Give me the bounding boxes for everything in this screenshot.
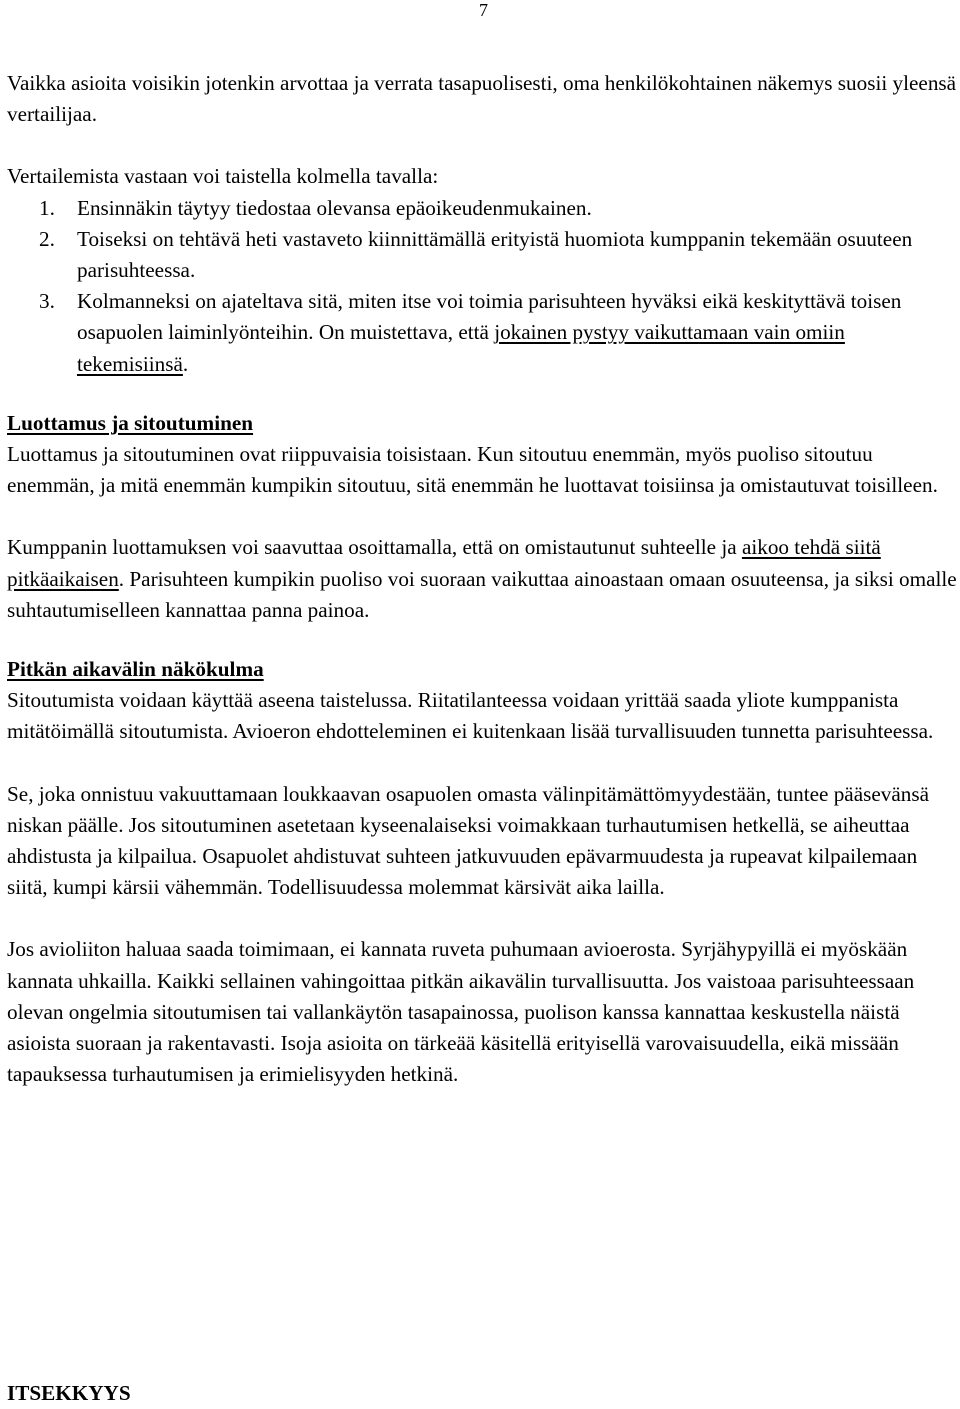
paragraph-trust-2-end: . Parisuhteen kumpikin puoliso voi suoraan vaikuttaa ainoastaan omaan osuuteensa, ja siksi omalle suhtautumiselleen kannattaa panna painoa.	[7, 566, 957, 622]
paragraph-long-2: Se, joka onnistuu vakuuttamaan loukkaavan osapuolen omasta välinpitämättömyydestään, tuntee pääsevänsä niskan päälle. Jos sitoutuminen asetetaan kyseenalaiseksi voimakkaan turhautumisen hetkellä, se aiheuttaa ahdistusta ja kilpailua. Osapuolet ahdistuvat suhteen jatkuvuuden epävarmuudesta ja rupeavat kilpailemaan siitä, kumpi kärsii vähemmän. Todellisuudessa molemmat kärsivät aika lailla.	[7, 781, 929, 900]
numbered-list	[7, 193, 960, 380]
paragraph-long-3: Jos avioliiton haluaa saada toimimaan, ei kannata ruveta puhumaan avioerosta. Syrjähypyillä ei myöskään kannata uhkailla. Kaikki sellainen vahingoittaa pitkän aikavälin turvallisuutta. Jos vaistoaa parisuhteessaan olevan ongelmia sitoutumisen tai vallankäytön tasapainossa, puolison kanssa kannattaa keskustella näistä asioista suoraan ja rakentavasti. Isoja asioita on tärkeää käsitellä erityisellä varovaisuudella, eikä missään tapauksessa turhautumisen ja erimielisyyden hetkinä.	[7, 937, 915, 1087]
list-item-text-end: .	[182, 351, 189, 376]
document-body	[7, 68, 960, 1090]
list-item-text: Kolmanneksi on ajateltava sitä, miten itse voi toimia parisuhteen hyväksi eikä keskityttävä toisen osapuolen laiminlyönteihin. On muistettava, että	[77, 289, 902, 345]
list-item-number: 1.	[39, 195, 55, 220]
page-number: 7	[479, 0, 488, 20]
list-intro: Vertailemista vastaan voi taistella kolmella tavalla:	[7, 164, 439, 189]
list-item	[7, 286, 960, 380]
heading-long-term: Pitkän aikavälin näkökulma	[7, 657, 264, 682]
underlined-phrase: aikoo tehdä siitä pitkäaikaisen	[7, 535, 881, 591]
list-item	[7, 193, 960, 224]
paragraph-trust-2-start: Kumppanin luottamuksen voi saavuttaa osoittamalla, että on omistautunut suhteelle ja	[7, 535, 742, 560]
list-item-text: Ensinnäkin täytyy tiedostaa olevansa epäoikeudenmukainen.	[77, 195, 592, 220]
underlined-phrase: jokainen pystyy vaikuttamaan vain omiin tekemisiinsä	[77, 320, 845, 376]
paragraph-intro: Vaikka asioita voisikin jotenkin arvottaa ja verrata tasapuolisesti, oma henkilökohtainen näkemys suosii yleensä vertailijaa.	[7, 71, 957, 127]
list-item-number: 2.	[39, 226, 55, 251]
section-heading: ITSEKKYYS	[7, 1381, 131, 1405]
paragraph-long-1: Sitoutumista voidaan käyttää aseena taistelussa. Riitatilanteessa voidaan yrittää saada yliote kumppanista mitätöimällä sitoutumista. Avioeron ehdotteleminen ei kuitenkaan lisää turvallisuuden tunnetta parisuhteessa.	[7, 688, 934, 744]
list-item-text: Toiseksi on tehtävä heti vastaveto kiinnittämällä erityistä huomiota kumppanin tekemään osuuteen parisuhteessa.	[77, 226, 913, 283]
list-item-number: 3.	[39, 289, 55, 314]
list-item	[7, 224, 960, 286]
paragraph-trust-2	[7, 532, 960, 626]
paragraph-trust-1: Luottamus ja sitoutuminen ovat riippuvaisia toisistaan. Kun sitoutuu enemmän, myös puoliso sitoutuu enemmän, ja mitä enemmän kumpikin sitoutuu, sitä enemmän he luottavat toisiinsa ja omistautuvat toisilleen.	[7, 442, 938, 498]
heading-trust: Luottamus ja sitoutuminen	[7, 410, 254, 435]
